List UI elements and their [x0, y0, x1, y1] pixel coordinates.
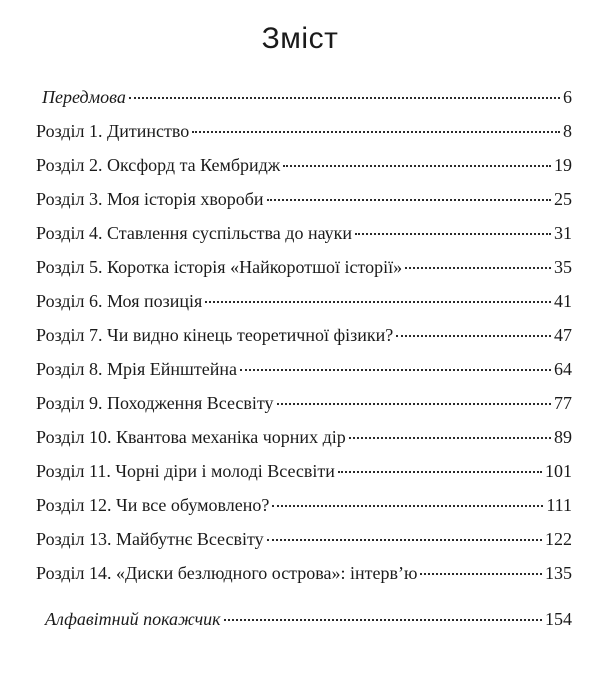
- toc-entry-chapter-6[interactable]: [36, 288, 572, 322]
- toc-entry-chapter-7[interactable]: [36, 322, 572, 356]
- page-number: 19: [554, 155, 572, 175]
- page-number: 31: [554, 223, 572, 243]
- dot-leader: [349, 437, 551, 439]
- toc-entry-chapter-5[interactable]: [36, 254, 572, 288]
- entry-title: Розділ 4. Ставлення суспільства до науки: [36, 223, 353, 243]
- dot-leader: [405, 267, 551, 269]
- page-number: 64: [554, 359, 572, 379]
- toc-entry-index[interactable]: [45, 606, 572, 640]
- dot-leader: [192, 131, 560, 133]
- entry-title: Розділ 13. Майбутнє Всесвіту: [36, 529, 264, 549]
- toc-entry-chapter-9[interactable]: [36, 390, 572, 424]
- page-title: Зміст: [261, 22, 339, 55]
- dot-leader: [355, 233, 551, 235]
- page-number: 41: [554, 291, 572, 311]
- page-number: 89: [554, 427, 572, 447]
- entry-title: Розділ 6. Моя позиція: [36, 291, 203, 311]
- dot-leader: [338, 471, 542, 473]
- entry-title: Розділ 9. Походження Всесвіту: [36, 393, 274, 413]
- toc-entry-chapter-10[interactable]: [36, 424, 572, 458]
- toc-entry-chapter-11[interactable]: [36, 458, 572, 492]
- page-number: 77: [554, 393, 572, 413]
- entry-title: Розділ 1. Дитинство: [36, 121, 190, 141]
- dot-leader: [277, 403, 552, 405]
- entry-title: Розділ 10. Квантова механіка чорних дір: [36, 427, 346, 447]
- dot-leader: [129, 97, 560, 99]
- page-number: 122: [545, 529, 572, 549]
- page-number: 154: [545, 609, 572, 629]
- toc-entry-chapter-2[interactable]: [36, 152, 572, 186]
- toc-entry-chapter-14[interactable]: [36, 560, 572, 594]
- page-number: 35: [554, 257, 572, 277]
- dot-leader: [420, 573, 542, 575]
- entry-title: Розділ 2. Оксфорд та Кембридж: [36, 155, 281, 175]
- dot-leader: [205, 301, 551, 303]
- page-number: 47: [554, 325, 572, 345]
- entry-title: Розділ 3. Моя історія хвороби: [36, 189, 264, 209]
- dot-leader: [272, 505, 543, 507]
- toc-entry-chapter-8[interactable]: [36, 356, 572, 390]
- page-number: 6: [563, 87, 572, 107]
- entry-title: Розділ 8. Мрія Ейнштейна: [36, 359, 238, 379]
- dot-leader: [396, 335, 551, 337]
- page-number: 8: [563, 121, 572, 141]
- entry-title: Розділ 12. Чи все обумовлено?: [36, 495, 270, 515]
- page-number: 135: [545, 563, 572, 583]
- dot-leader: [240, 369, 551, 371]
- toc-entry-chapter-3[interactable]: [36, 186, 572, 220]
- toc-entry-chapter-1[interactable]: [36, 118, 572, 152]
- page-number: 25: [554, 189, 572, 209]
- entry-title: Передмова: [42, 87, 126, 107]
- toc-entry-foreword[interactable]: [42, 84, 572, 118]
- dot-leader: [267, 539, 542, 541]
- entry-title: Розділ 5. Коротка історія «Найкоротшої історії»: [36, 257, 403, 277]
- toc-entry-chapter-13[interactable]: [36, 526, 572, 560]
- dot-leader: [283, 165, 551, 167]
- dot-leader: [267, 199, 551, 201]
- page-number: 101: [545, 461, 572, 481]
- page-number: 111: [546, 495, 572, 515]
- toc-entry-chapter-12[interactable]: [36, 492, 572, 526]
- toc-entry-chapter-4[interactable]: [36, 220, 572, 254]
- entry-title: Алфавітний покажчик: [45, 609, 221, 629]
- dot-leader: [224, 619, 542, 621]
- entry-title: Розділ 14. «Диски безлюдного острова»: інтерв’ю: [36, 563, 418, 583]
- table-of-contents: [36, 84, 572, 640]
- entry-title: Розділ 7. Чи видно кінець теоретичної фізики?: [36, 325, 394, 345]
- entry-title: Розділ 11. Чорні діри і молоді Всесвіти: [36, 461, 335, 481]
